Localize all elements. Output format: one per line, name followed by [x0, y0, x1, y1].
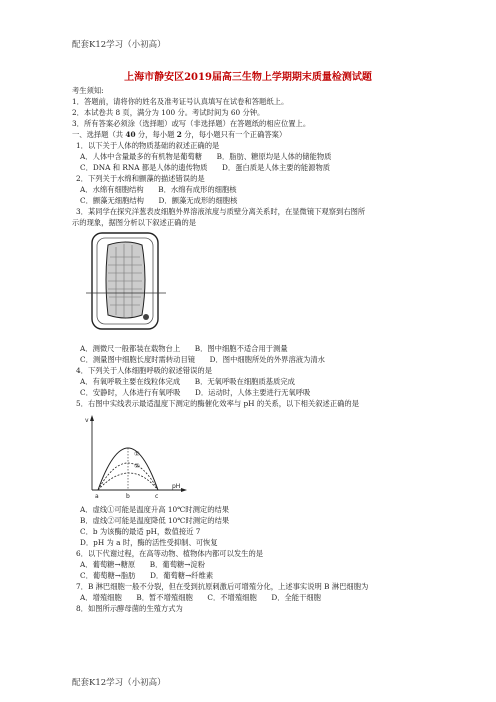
note-item: 3．所有答案必须涂（选择题）或写（非选择题）在答题纸的相应位置上。	[72, 119, 311, 128]
question-stem: 7．B 淋巴细胞一般不分裂，但在受到抗原刺激后可增殖分化，上述事实说明 B 淋巴细胞为	[76, 582, 369, 591]
question-stem: 1．以下关于人体的物质基础的叙述正确的是	[76, 141, 220, 150]
question-options: A．增殖细胞 B．暂不增殖细胞 C．不增殖细胞 D．全能干细胞	[80, 593, 321, 602]
question-options: A．测微尺一般都装在载物台上 B．图中细胞不适合用于测量	[80, 344, 288, 353]
document-title: 上海市静安区2019届高三生物上学期期末质量检测试题	[124, 72, 372, 83]
question-stem: 3．某同学在探究洋葱表皮细胞外界溶液浓度与质壁分离关系时，在显微镜下观察到右图所	[76, 207, 366, 216]
question-options: A．人体中含量最多的有机物是葡萄糖 B．脂肪、糖原均是人体的储能物质	[80, 152, 332, 161]
page-header: 配套K12学习（小初高）	[72, 40, 166, 50]
curve-label-2: ②	[134, 462, 140, 470]
question-options: C．测量图中细胞长度时需转动目镜 D．图中细胞所处的外界溶液为清水	[80, 355, 325, 364]
question-stem: 示的现象，据图分析以下叙述正确的是	[72, 218, 197, 227]
section-text: 分，每小题只有一个正确答案）	[184, 130, 287, 139]
curve-label-1: ①	[134, 450, 140, 458]
section-text: 一、选择题（共	[72, 130, 124, 139]
x-tick-a: a	[95, 493, 99, 500]
question-options: D．pH 为 a 时，酶的活性受抑制、可恢复	[80, 538, 218, 547]
question-stem: 4．下列关于人体细胞呼吸的叙述错误的是	[76, 366, 212, 375]
x-tick-b: b	[126, 493, 130, 500]
question-stem: 2．下列关于水绵和颤藻的描述错误的是	[76, 174, 205, 183]
question-options: C．b 为该酶的最适 pH，数值接近 7	[80, 527, 201, 536]
x-tick-c: c	[155, 493, 159, 500]
question-options: C．DNA 和 RNA 都是人体的遗传物质 D．蛋白质是人体主要的能源物质	[80, 163, 331, 172]
question-options: A．虚线①可能是温度升高 10℃时测定的结果	[80, 505, 230, 514]
question-options: C．颤藻无细胞结构 D．颤藻无成形的细胞核	[80, 196, 238, 205]
section-points: 40	[125, 130, 136, 139]
question-options: A．葡萄糖→糖原 B．葡萄糖→淀粉	[80, 560, 206, 569]
note-item: 1．答题前，请将你的姓名及准考证号认真填写在试卷和答题纸上。	[72, 97, 289, 106]
question-stem: 8．如图所示酵母菌的生殖方式为	[76, 604, 183, 613]
question-stem: 6．以下代谢过程，在高等动物、植物体内都可以发生的是	[76, 549, 264, 558]
plasmolysis-cell-figure	[86, 229, 166, 333]
question-stem: 5．右图中实线表示最适温度下测定的酶催化效率与 pH 的关系，以下相关叙述正确的是	[76, 399, 360, 408]
page-footer: 配套K12学习（小初高）	[72, 678, 166, 688]
question-options: B．虚线②可能是温度降低 10℃时测定的结果	[80, 516, 230, 525]
section-text: 分，每小题	[137, 130, 175, 139]
question-options: A．有氧呼吸主要在线粒体完成 B．无氧呼吸在细胞质基质完成	[80, 377, 295, 386]
notes-heading: 考生须知:	[72, 86, 104, 95]
question-options: A．水绵有细胞结构 B．水绵有成形的细胞核	[80, 185, 237, 194]
y-axis-label: v	[85, 417, 89, 424]
question-options: C．葡萄糖→脂肪 D．葡萄糖→纤维素	[80, 571, 214, 580]
note-item: 2．本试卷共 8 页，满分为 100 分。考试时间为 60 分钟。	[72, 108, 265, 117]
section-heading	[72, 130, 286, 139]
x-axis-label: pH	[172, 483, 181, 490]
section-points: 2	[176, 130, 182, 139]
enzyme-ph-graph	[84, 412, 194, 500]
question-options: C．安静时，人体进行有氧呼吸 D．运动时，人体主要进行无氧呼吸	[80, 388, 311, 397]
